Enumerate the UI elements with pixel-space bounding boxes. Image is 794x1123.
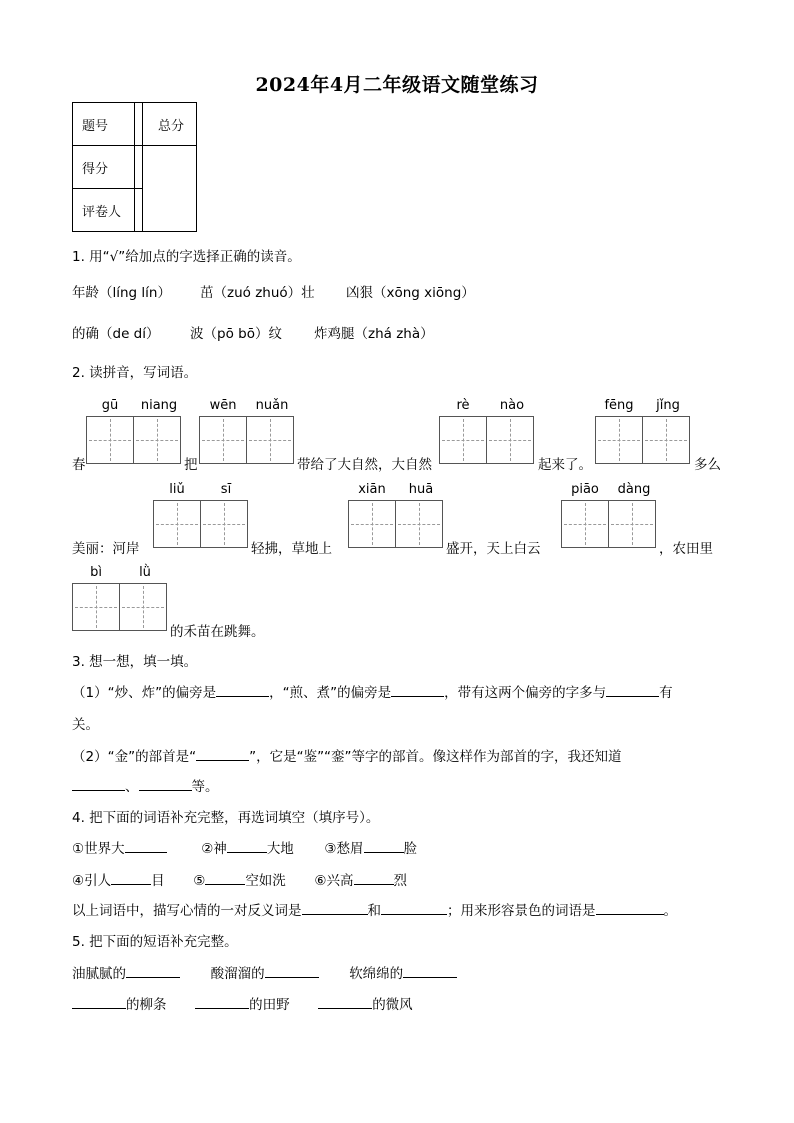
- writing-cell[interactable]: [642, 416, 690, 464]
- score-cell-blank: [135, 189, 143, 232]
- q5-text: 酸溜溜的: [210, 966, 265, 982]
- q3-text: 等。: [191, 779, 219, 795]
- q4-text: ②神: [201, 841, 227, 857]
- q5-row1: [72, 962, 457, 982]
- q4-text: 以上词语中，描写心情的一对反义词是: [72, 903, 302, 919]
- answer-blank[interactable]: [318, 994, 372, 1009]
- writing-grid-wennuan[interactable]: [199, 416, 293, 464]
- q2-text: 带给了大自然，大自然: [297, 457, 432, 473]
- answer-blank[interactable]: [205, 870, 245, 885]
- writing-cell[interactable]: [72, 583, 120, 631]
- answer-blank[interactable]: [381, 900, 447, 915]
- q3-part2-line2: [72, 775, 219, 795]
- q4-text: 空如洗: [245, 873, 286, 889]
- page-title: 2024年4月二年级语文随堂练习: [255, 74, 539, 96]
- writing-cell[interactable]: [153, 500, 201, 548]
- pinyin: bì: [90, 565, 102, 580]
- writing-cell[interactable]: [133, 416, 181, 464]
- q5-text: 的微风: [372, 997, 413, 1013]
- q1-item: 波（pō bō）纹: [190, 326, 282, 342]
- writing-cell[interactable]: [608, 500, 656, 548]
- pinyin: fēng: [604, 398, 634, 413]
- writing-grid-piaodang[interactable]: [561, 500, 655, 548]
- pinyin: huā: [408, 482, 434, 497]
- q5-row2: [72, 993, 413, 1013]
- answer-blank[interactable]: [196, 746, 249, 761]
- answer-blank[interactable]: [72, 994, 126, 1009]
- q4-text: 目: [151, 873, 165, 889]
- q4-text: 烈: [393, 873, 408, 889]
- q3-text: （1）“炒、炸”的偏旁是: [72, 685, 217, 701]
- q2-text: 春: [72, 457, 86, 473]
- answer-blank[interactable]: [354, 870, 394, 885]
- q4-stem: 4. 把下面的词语补充完整，再选词填空（填序号）。: [72, 810, 380, 826]
- q4-text: ③愁眉: [324, 841, 364, 857]
- q2-text: 轻拂，草地上: [251, 541, 332, 557]
- pinyin: dàng: [617, 482, 651, 497]
- pinyin: jǐng: [656, 398, 680, 413]
- writing-grid-liusi[interactable]: [153, 500, 247, 548]
- q2-text: 盛开，天上白云: [446, 541, 541, 557]
- pinyin: niang: [140, 398, 178, 413]
- writing-cell[interactable]: [486, 416, 534, 464]
- q4-text: ①世界大: [72, 841, 125, 857]
- writing-cell[interactable]: [199, 416, 247, 464]
- total-score-cell: [143, 146, 197, 232]
- answer-blank[interactable]: [139, 776, 192, 791]
- q3-part2-line1: [72, 745, 622, 765]
- writing-grid-fengjing[interactable]: [595, 416, 689, 464]
- pinyin: lǜ: [139, 565, 151, 580]
- writing-cell[interactable]: [439, 416, 487, 464]
- pinyin: sī: [220, 482, 232, 497]
- answer-blank[interactable]: [216, 682, 269, 697]
- answer-blank[interactable]: [302, 900, 368, 915]
- answer-blank[interactable]: [72, 776, 125, 791]
- writing-cell[interactable]: [86, 416, 134, 464]
- q3-text: ，“煎、煮”的偏旁是: [269, 685, 392, 701]
- q4-row3: [72, 899, 677, 919]
- pinyin: liǔ: [169, 482, 185, 497]
- writing-cell[interactable]: [561, 500, 609, 548]
- answer-blank[interactable]: [265, 963, 319, 978]
- q4-text: ⑤: [193, 873, 206, 889]
- q1-stem: 1. 用“√”给加点的字选择正确的读音。: [72, 249, 301, 265]
- q3-stem: 3. 想一想，填一填。: [72, 654, 198, 670]
- writing-grid-bilv[interactable]: [72, 583, 166, 631]
- score-label-number: 题号: [73, 103, 135, 146]
- answer-blank[interactable]: [227, 838, 267, 853]
- q3-part1-line1: [72, 681, 673, 701]
- q3-text: （2）“金”的部首是“: [72, 749, 197, 765]
- answer-blank[interactable]: [364, 838, 404, 853]
- answer-blank[interactable]: [596, 900, 664, 915]
- pinyin: xiān: [358, 482, 386, 497]
- q4-text: ④引人: [72, 873, 112, 889]
- q1-item: 凶狠（xōng xiōng）: [346, 285, 475, 301]
- writing-grid-guniang[interactable]: [86, 416, 180, 464]
- answer-blank[interactable]: [126, 963, 180, 978]
- q4-row2: [72, 869, 407, 889]
- score-label-grader: 评卷人: [73, 189, 135, 232]
- writing-cell[interactable]: [119, 583, 167, 631]
- q3-text: 关。: [72, 717, 99, 733]
- q1-item: 茁（zuó zhuó）壮: [200, 285, 315, 301]
- q5-text: 软绵绵的: [349, 966, 404, 982]
- q3-text: ，带有这两个偏旁的字多与: [444, 685, 607, 701]
- answer-blank[interactable]: [403, 963, 457, 978]
- q2-text: 起来了。: [538, 457, 592, 473]
- q2-text: 的禾苗在跳舞。: [170, 624, 265, 640]
- q4-text: ；用来形容景色的词语是: [447, 903, 596, 919]
- score-cell-blank: [135, 146, 143, 189]
- q4-text: 大地: [266, 841, 294, 857]
- q2-text: 多么: [694, 457, 721, 473]
- q1-item: 年龄（líng lín）: [72, 285, 171, 301]
- pinyin: nuǎn: [255, 398, 289, 413]
- writing-grid-renao[interactable]: [439, 416, 533, 464]
- pinyin: piāo: [571, 482, 599, 497]
- q4-text: 。: [663, 903, 677, 919]
- q2-text: ，农田里: [659, 541, 713, 557]
- writing-grid-xianhua[interactable]: [348, 500, 442, 548]
- answer-blank[interactable]: [195, 994, 249, 1009]
- pinyin: nào: [499, 398, 525, 413]
- q5-text: 油腻腻的: [72, 966, 126, 982]
- answer-blank[interactable]: [111, 870, 151, 885]
- q2-text: 美丽：河岸: [72, 541, 140, 557]
- q5-stem: 5. 把下面的短语补充完整。: [72, 934, 238, 950]
- q3-text: 、: [125, 779, 139, 795]
- q1-item: 的确（de dí）: [72, 326, 160, 342]
- q4-text: 脸: [403, 841, 418, 857]
- pinyin: gū: [101, 398, 119, 413]
- q5-text: 的田野: [249, 997, 290, 1013]
- answer-blank[interactable]: [606, 682, 659, 697]
- score-cell-blank: [135, 103, 143, 146]
- q4-text: 和: [367, 903, 381, 919]
- q1-item: 炸鸡腿（zhá zhà）: [314, 326, 434, 342]
- q4-row1: [72, 837, 417, 857]
- q2-text: 把: [184, 457, 198, 473]
- writing-cell[interactable]: [246, 416, 294, 464]
- pinyin: wēn: [209, 398, 237, 413]
- q2-stem: 2. 读拼音，写词语。: [72, 365, 198, 381]
- q4-text: ⑥兴高: [314, 873, 354, 889]
- pinyin: rè: [456, 398, 470, 413]
- answer-blank[interactable]: [125, 838, 167, 853]
- score-label-total: 总分: [143, 103, 197, 146]
- score-label-score: 得分: [73, 146, 135, 189]
- q5-text: 的柳条: [126, 997, 167, 1013]
- score-table: [72, 102, 197, 232]
- q3-text: ”，它是“鉴”“銮”等字的部首。像这样作为部首的字，我还知道: [249, 749, 622, 765]
- answer-blank[interactable]: [391, 682, 444, 697]
- writing-cell[interactable]: [348, 500, 396, 548]
- writing-cell[interactable]: [200, 500, 248, 548]
- writing-cell[interactable]: [395, 500, 443, 548]
- q3-text: 有: [659, 685, 673, 701]
- writing-cell[interactable]: [595, 416, 643, 464]
